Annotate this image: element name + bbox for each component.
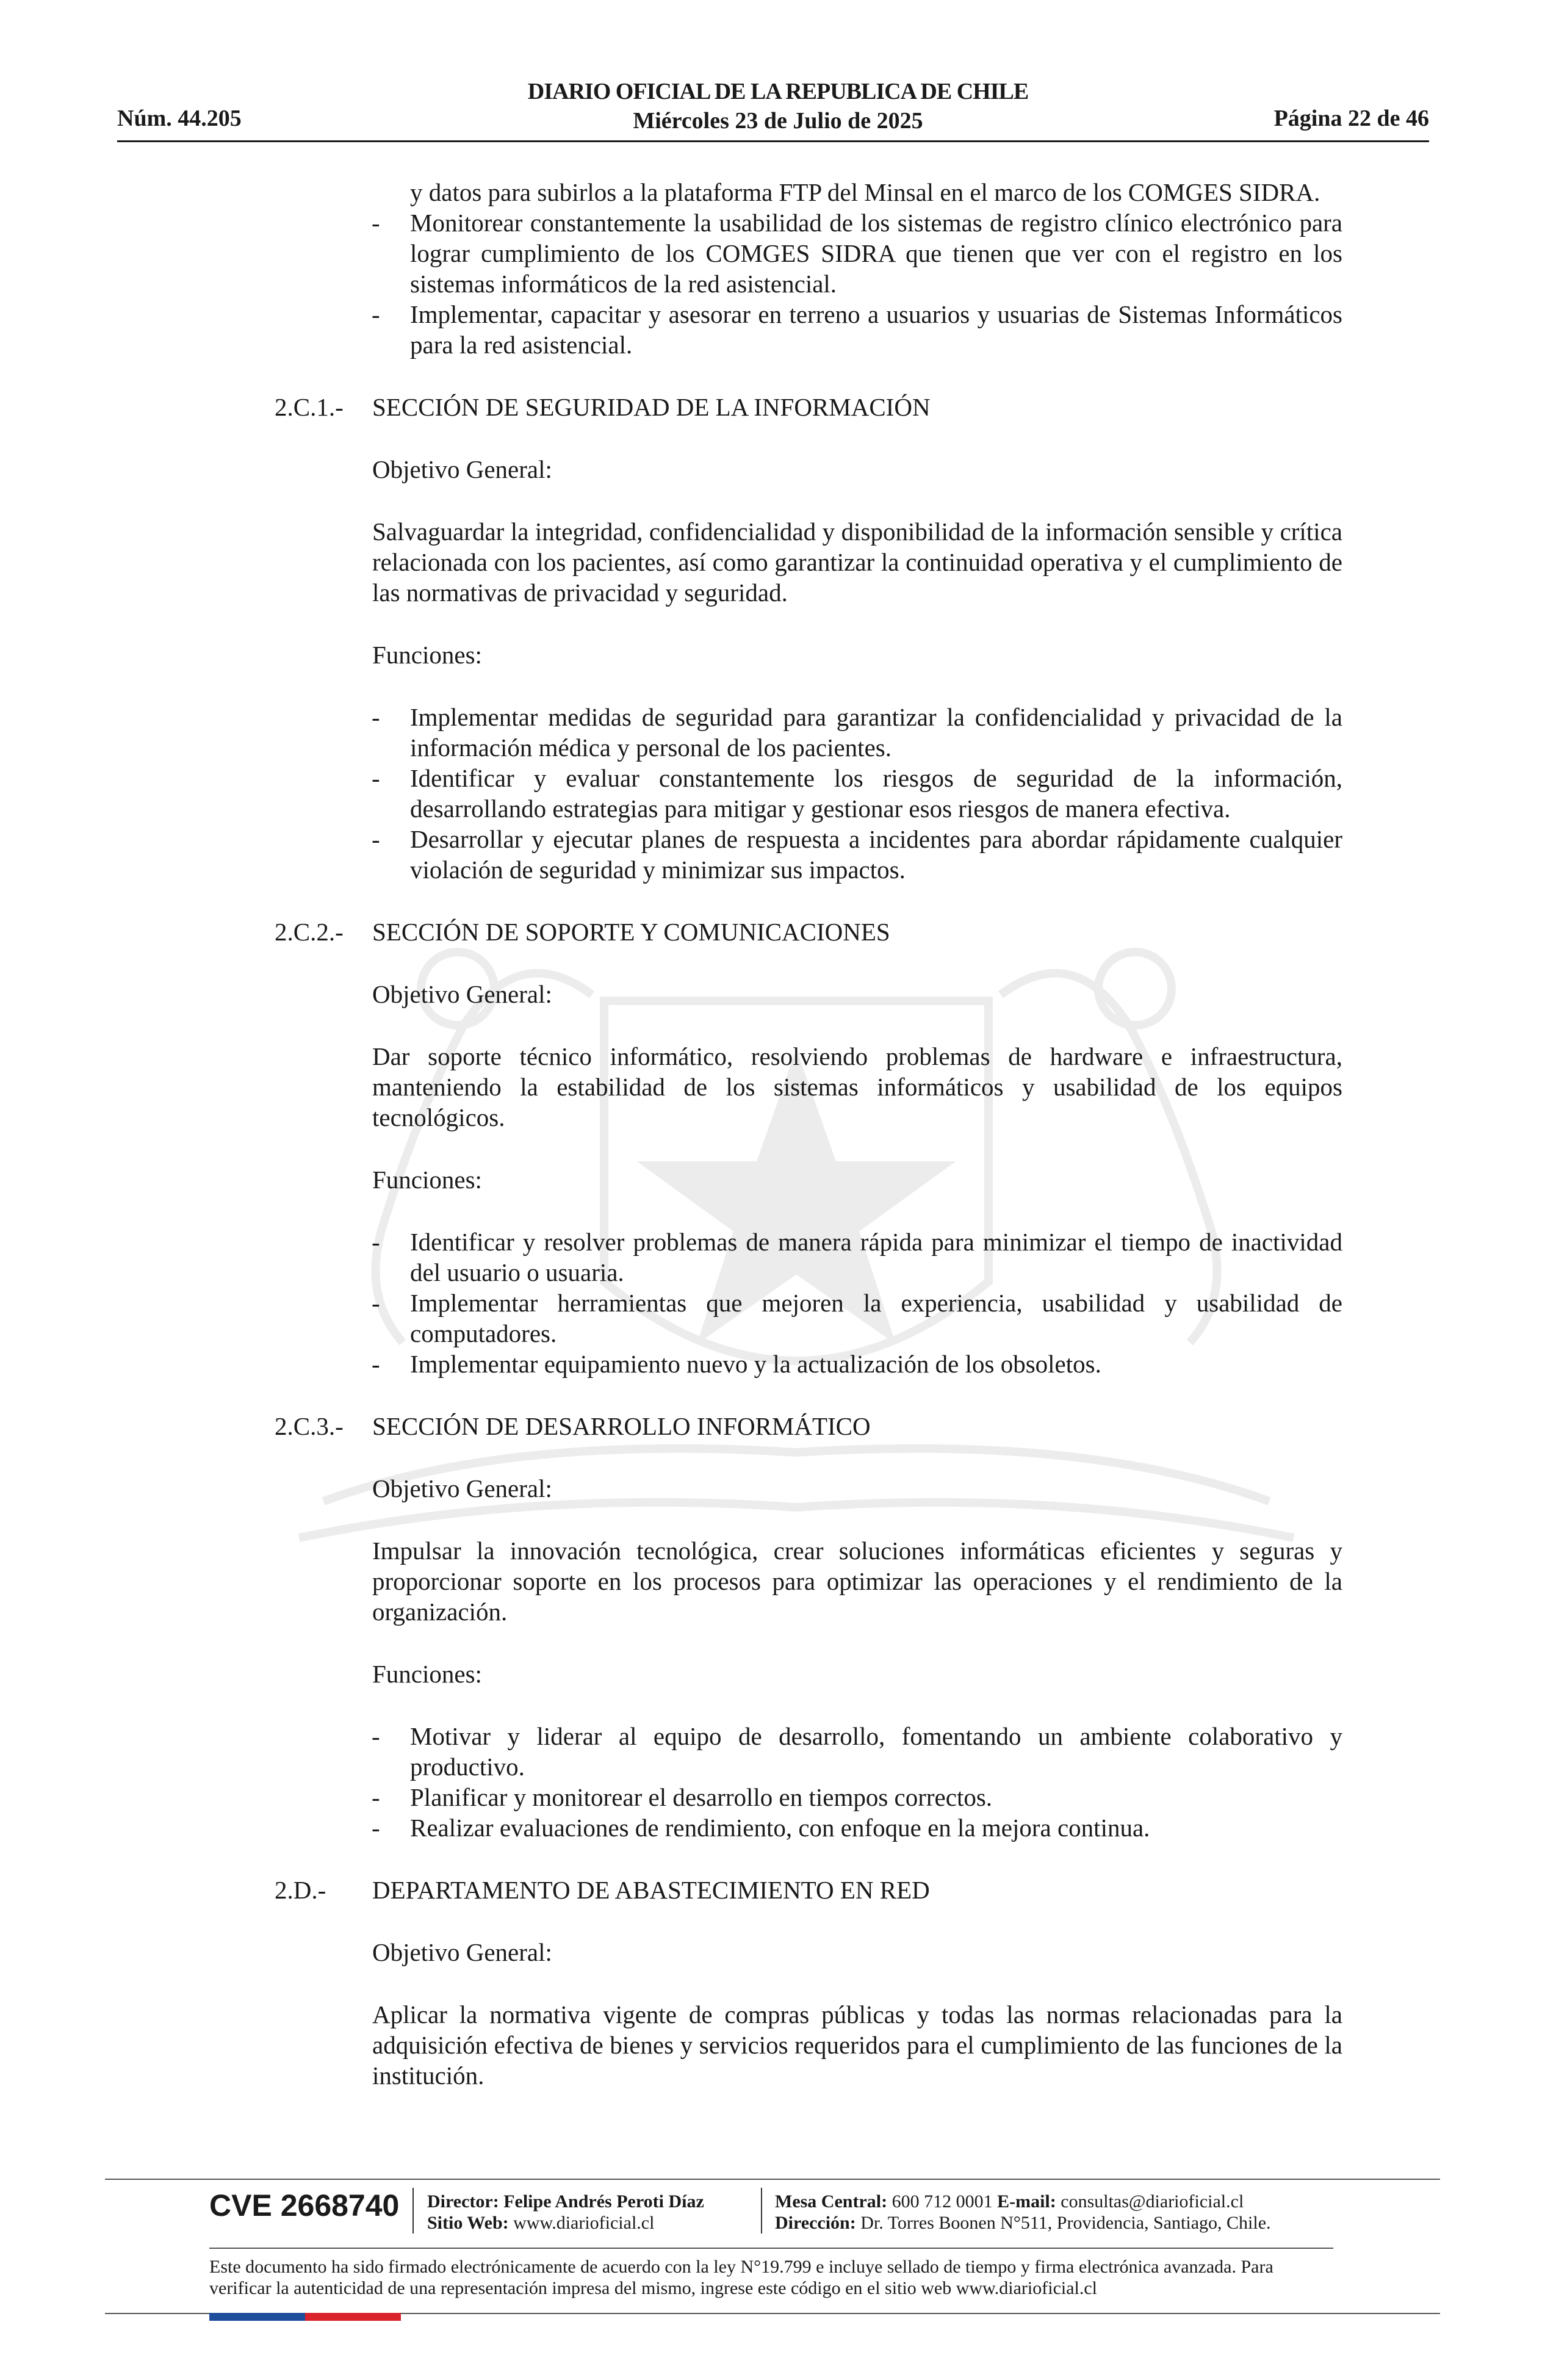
section-title: SECCIÓN DE DESARROLLO INFORMÁTICO bbox=[372, 1412, 871, 1440]
cve-code: CVE 2668740 bbox=[209, 2188, 400, 2223]
footer-contact-block bbox=[775, 2191, 1271, 2234]
list-item: - Implementar medidas de seguridad para garantizar la confidencialidad y privacidad de la información médica y personal de los pacientes. bbox=[372, 703, 1342, 762]
footer-divider bbox=[209, 2248, 1333, 2249]
section-heading bbox=[275, 1875, 1556, 1905]
phone-label: Mesa Central: bbox=[775, 2191, 888, 2212]
list-item: - Implementar equipamiento nuevo y la actualización de los obsoletos. bbox=[372, 1350, 1101, 1378]
publication-title: DIARIO OFICIAL DE LA REPUBLICA DE CHILE bbox=[527, 79, 1029, 104]
objective-label: Objetivo General: bbox=[372, 1938, 552, 1966]
footer-separator bbox=[761, 2188, 762, 2234]
footer-separator bbox=[412, 2188, 414, 2234]
section-heading bbox=[275, 1411, 1556, 1441]
objective-label: Objetivo General: bbox=[372, 455, 552, 483]
flag-bar-blue bbox=[209, 2313, 305, 2321]
footer-director-block bbox=[427, 2191, 704, 2234]
section-heading bbox=[275, 917, 1556, 947]
section-title: SECCIÓN DE SOPORTE Y COMUNICACIONES bbox=[372, 918, 890, 946]
flag-bar-red bbox=[305, 2313, 401, 2321]
email-label: E-mail: bbox=[997, 2191, 1056, 2212]
phone-number: 600 712 0001 bbox=[891, 2191, 993, 2212]
section-title: SECCIÓN DE SEGURIDAD DE LA INFORMACIÓN bbox=[372, 393, 931, 421]
section-number: 2.D.- bbox=[275, 1876, 326, 1904]
section-number: 2.C.3.- bbox=[275, 1412, 344, 1440]
objective-label: Objetivo General: bbox=[372, 1474, 552, 1502]
section-title: DEPARTAMENTO DE ABASTECIMIENTO EN RED bbox=[372, 1876, 930, 1904]
email-link[interactable]: consultas@diarioficial.cl bbox=[1061, 2191, 1244, 2212]
objective-text: Aplicar la normativa vigente de compras públicas y todas las normas relacionadas para la adquisición efectiva de bienes y servicios requeridos para el cumplimiento de las funciones de la institución. bbox=[372, 2000, 1342, 2090]
list-item: - Monitorear constantemente la usabilidad de los sistemas de registro clínico electrónico para lograr cumplimiento de los COMGES SIDRA que tienen que ver con el registro en los sistemas informáticos de la red asistencial. bbox=[372, 209, 1342, 298]
list-item: - Motivar y liderar al equipo de desarrollo, fomentando un ambiente colaborativo y productivo. bbox=[372, 1722, 1342, 1781]
address-label: Dirección: bbox=[775, 2213, 856, 2233]
director-label: Director: bbox=[427, 2191, 499, 2212]
functions-label: Funciones: bbox=[372, 641, 482, 669]
list-item: - Implementar herramientas que mejoren la experiencia, usabilidad y usabilidad de computadores. bbox=[372, 1289, 1342, 1347]
continued-text: y datos para subirlos a la plataforma FTP del Minsal en el marco de los COMGES SIDRA. bbox=[410, 178, 1320, 206]
publication-date: Miércoles 23 de Julio de 2025 bbox=[633, 108, 923, 134]
list-item: - Identificar y resolver problemas de manera rápida para minimizar el tiempo de inactividad del usuario o usuaria. bbox=[372, 1228, 1342, 1286]
list-item: - Realizar evaluaciones de rendimiento, con enfoque en la mejora continua. bbox=[372, 1814, 1150, 1842]
document-body bbox=[0, 177, 1556, 2091]
objective-label: Objetivo General: bbox=[372, 980, 552, 1008]
objective-text: Dar soporte técnico informático, resolviendo problemas de hardware e infraestructura, manteniendo la estabilidad de los sistemas informáticos y usabilidad de los equipos tecnológicos. bbox=[372, 1042, 1342, 1131]
section-number: 2.C.1.- bbox=[275, 393, 344, 421]
header-divider bbox=[117, 140, 1429, 142]
website-link[interactable]: www.diarioficial.cl bbox=[513, 2213, 655, 2233]
functions-label: Funciones: bbox=[372, 1166, 482, 1194]
section-number: 2.C.2.- bbox=[275, 918, 344, 946]
signature-note: Este documento ha sido firmado electrónicamente de acuerdo con la ley N°19.799 e incluye sellado de tiempo y firma electrónica avanzada. Para verificar la autenticidad de una representación impresa del mismo, ingrese este código en el sitio web www.diarioficial.cl bbox=[209, 2257, 1273, 2298]
address-text: Dr. Torres Boonen N°511, Providencia, Santiago, Chile. bbox=[860, 2213, 1271, 2233]
website-label: Sitio Web: bbox=[427, 2213, 509, 2233]
objective-text: Impulsar la innovación tecnológica, crear soluciones informáticas eficientes y seguras y proporcionar soporte en los procesos para optimizar las operaciones y el rendimiento de la organización. bbox=[372, 1537, 1342, 1626]
footer-divider bbox=[105, 2179, 1440, 2180]
section-heading bbox=[275, 392, 1556, 422]
list-item: - Planificar y monitorear el desarrollo en tiempos correctos. bbox=[372, 1783, 993, 1811]
list-item: - Desarrollar y ejecutar planes de respuesta a incidentes para abordar rápidamente cualquier violación de seguridad y minimizar sus impactos. bbox=[372, 825, 1342, 884]
list-item: - Implementar, capacitar y asesorar en terreno a usuarios y usuarias de Sistemas Informáticos para la red asistencial. bbox=[372, 300, 1342, 359]
objective-text: Salvaguardar la integridad, confidencialidad y disponibilidad de la información sensible y crítica relacionada con los pacientes, así como garantizar la continuidad operativa y el cumplimiento de las normativas de privacidad y seguridad. bbox=[372, 517, 1342, 607]
functions-label: Funciones: bbox=[372, 1660, 482, 1688]
masthead bbox=[427, 77, 1129, 135]
director-name: Felipe Andrés Peroti Díaz bbox=[503, 2191, 704, 2212]
issue-number: Núm. 44.205 bbox=[117, 106, 242, 131]
list-item: - Identificar y evaluar constantemente los riesgos de seguridad de la información, desarrollando estrategias para mitigar y gestionar esos riesgos de manera efectiva. bbox=[372, 764, 1342, 823]
page-number: Página 22 de 46 bbox=[1273, 106, 1429, 131]
